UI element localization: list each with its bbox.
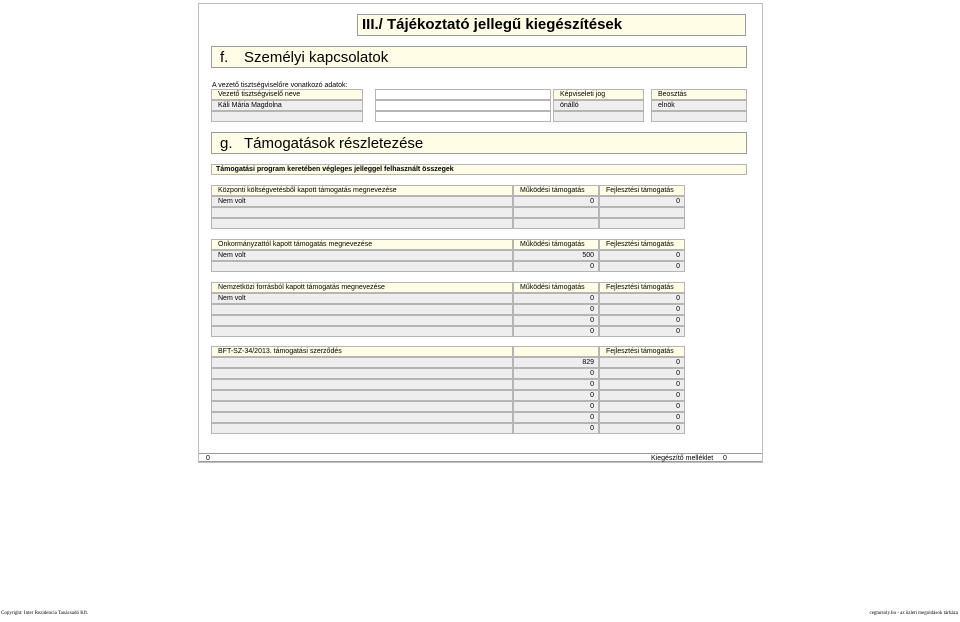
intl-row-dev: 0 [599,326,685,337]
bft-row-name [211,401,513,412]
bft-row-dev: 0 [599,423,685,434]
intl-row-op: 0 [513,315,599,326]
leader-blank [375,100,551,111]
leader-header-name: Vezető tisztségviselő neve [211,89,363,100]
central-row-op [513,207,599,218]
intl-row-name [211,326,513,337]
page-footer-left-value: 0 [206,455,210,462]
intl-row-dev: 0 [599,304,685,315]
central-header-name: Központi költségvetésből kapott támogatás megnevezése [211,185,513,196]
central-row-dev [599,207,685,218]
central-row-dev [599,218,685,229]
intl-row-name [211,304,513,315]
bft-header-dev: Fejlesztési támogatás [599,346,685,357]
leader-empty-cell [651,111,747,122]
section-f-letter: f. [220,49,229,66]
local-row-name: Nem volt [211,250,513,261]
bft-row-op: 0 [513,401,599,412]
central-row-dev: 0 [599,196,685,207]
local-row-dev: 0 [599,261,685,272]
section-g-box [211,132,747,154]
leader-empty-cell [211,111,363,122]
leader-name-cell: Káli Mária Magdolna [211,100,363,111]
intl-row-op: 0 [513,304,599,315]
title-box [357,14,746,36]
local-row-dev: 0 [599,250,685,261]
leader-empty-cell [553,111,644,122]
page-footer-label: Kiegészítő melléklet [651,455,714,462]
bft-row-dev: 0 [599,412,685,423]
bft-row-name [211,357,513,368]
bft-row-op: 0 [513,390,599,401]
section-f-box [211,46,747,68]
section-g-title: Támogatások részletezése [244,135,424,152]
bft-row-op: 0 [513,412,599,423]
local-header-op: Működési támogatás [513,239,599,250]
intl-row-dev: 0 [599,293,685,304]
bft-row-name [211,412,513,423]
leader-header-pos: Beosztás [651,89,747,100]
bft-row-dev: 0 [599,379,685,390]
intl-row-name: Nem volt [211,293,513,304]
bft-row-op: 0 [513,423,599,434]
central-row-op [513,218,599,229]
bft-row-dev: 0 [599,357,685,368]
local-header-dev: Fejlesztési támogatás [599,239,685,250]
bft-row-name [211,390,513,401]
intl-header-name: Nemzetközi forrásból kapott támogatás megnevezése [211,282,513,293]
bft-row-op: 0 [513,379,599,390]
bft-row-name [211,379,513,390]
intl-row-op: 0 [513,293,599,304]
bft-row-op: 0 [513,368,599,379]
central-row-name [211,207,513,218]
local-row-op: 0 [513,261,599,272]
page-footer-right-value: 0 [723,455,727,462]
central-row-op: 0 [513,196,599,207]
section-g-letter: g. [220,135,233,152]
bft-row-op: 829 [513,357,599,368]
central-header-dev: Fejlesztési támogatás [599,185,685,196]
copyright-footer: Copyright: Inter Rezidencia Tanácsadó Kft. [1,611,89,616]
section-f-title: Személyi kapcsolatok [244,49,389,66]
leader-blank [375,111,551,122]
intl-header-op: Működési támogatás [513,282,599,293]
bft-row-name [211,368,513,379]
leader-caption: A vezető tisztségviselőre vonatkozó adatok: [212,82,348,89]
bft-row-dev: 0 [599,368,685,379]
bft-row-dev: 0 [599,401,685,412]
central-header-op: Működési támogatás [513,185,599,196]
intl-row-name [211,315,513,326]
bft-header-op [513,346,599,357]
document-page [198,3,763,463]
bft-header-name: BFT-SZ-34/2013. támogatási szerződés [211,346,513,357]
leader-header-rep: Képviseleti jog [553,89,644,100]
intl-header-dev: Fejlesztési támogatás [599,282,685,293]
page-title: III./ Tájékoztató jellegű kiegészítések [362,16,623,33]
intl-row-op: 0 [513,326,599,337]
local-row-name [211,261,513,272]
leader-blank [375,89,551,100]
central-row-name [211,218,513,229]
program-title: Támogatási program keretében végleges jelleggel felhasznált összegek [211,164,747,175]
site-footer: cegtarsoly.hu - az üzleti megoldások tárháza [869,611,958,616]
local-header-name: Önkormányzattól kapott támogatás megnevezése [211,239,513,250]
bft-row-name [211,423,513,434]
local-row-op: 500 [513,250,599,261]
central-row-name: Nem volt [211,196,513,207]
leader-rep-cell: önálló [553,100,644,111]
intl-row-dev: 0 [599,315,685,326]
bft-row-dev: 0 [599,390,685,401]
leader-pos-cell: elnök [651,100,747,111]
